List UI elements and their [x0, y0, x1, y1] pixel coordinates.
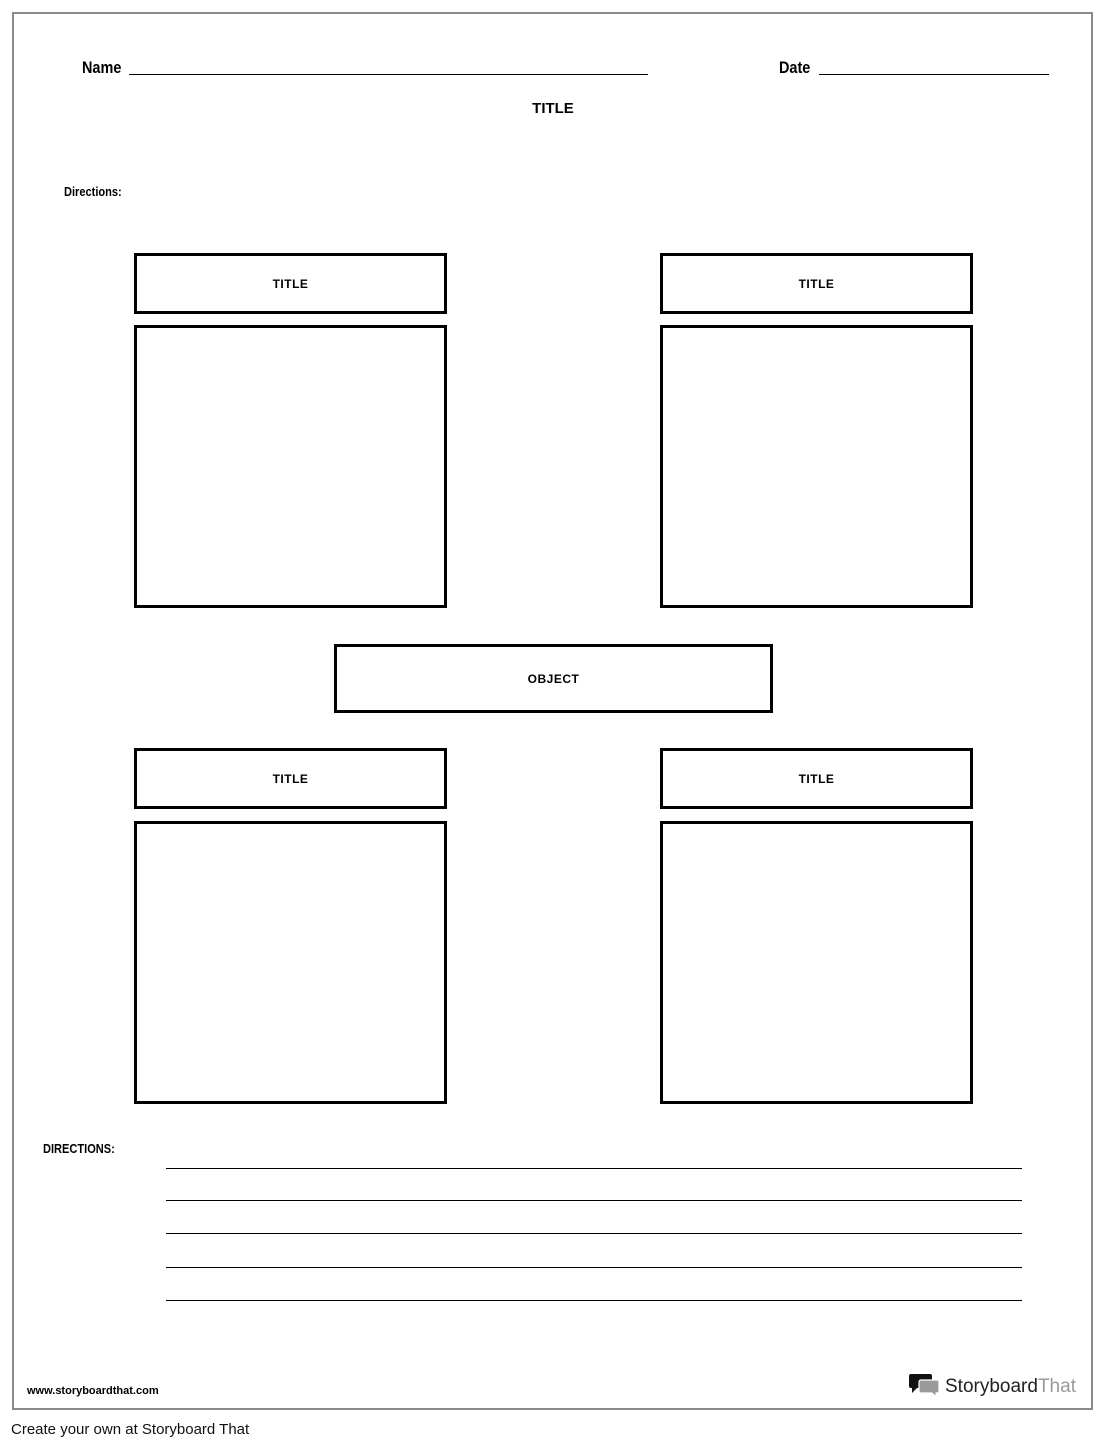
title-box-label: TITLE [272, 771, 309, 786]
title-box-label: TITLE [798, 276, 835, 291]
content-box-bottom-right [660, 821, 973, 1104]
site-url: www.storyboardthat.com [27, 1385, 159, 1397]
writing-line [166, 1200, 1022, 1201]
directions-bottom-label: DIRECTIONS: [43, 1141, 115, 1156]
object-box [334, 644, 773, 713]
title-box-label: TITLE [798, 771, 835, 786]
writing-line [166, 1233, 1022, 1234]
brand-name-part2: That [1037, 1376, 1076, 1397]
writing-line [166, 1267, 1022, 1268]
directions-label: Directions: [64, 184, 122, 199]
page-title: TITLE [532, 100, 574, 117]
date-label: Date [779, 58, 811, 77]
content-box-bottom-left [134, 821, 447, 1104]
title-box-top-left [134, 253, 447, 314]
title-box-bottom-right [660, 748, 973, 809]
title-box-label: TITLE [272, 276, 309, 291]
brand-name-part1: Storyboard [945, 1376, 1038, 1397]
title-box-top-right [660, 253, 973, 314]
content-box-top-left [134, 325, 447, 608]
title-box-bottom-left [134, 748, 447, 809]
create-your-own-link[interactable]: Create your own at Storyboard That [11, 1421, 250, 1438]
storyboardthat-logo [908, 1372, 1076, 1402]
speech-bubbles-logo-icon [908, 1372, 940, 1402]
name-label: Name [82, 58, 122, 77]
writing-line [166, 1300, 1022, 1301]
date-line [819, 74, 1049, 75]
object-label: OBJECT [527, 671, 580, 686]
writing-line [166, 1168, 1022, 1169]
name-line [129, 74, 648, 75]
brand-name [945, 1376, 1076, 1398]
content-box-top-right [660, 325, 973, 608]
